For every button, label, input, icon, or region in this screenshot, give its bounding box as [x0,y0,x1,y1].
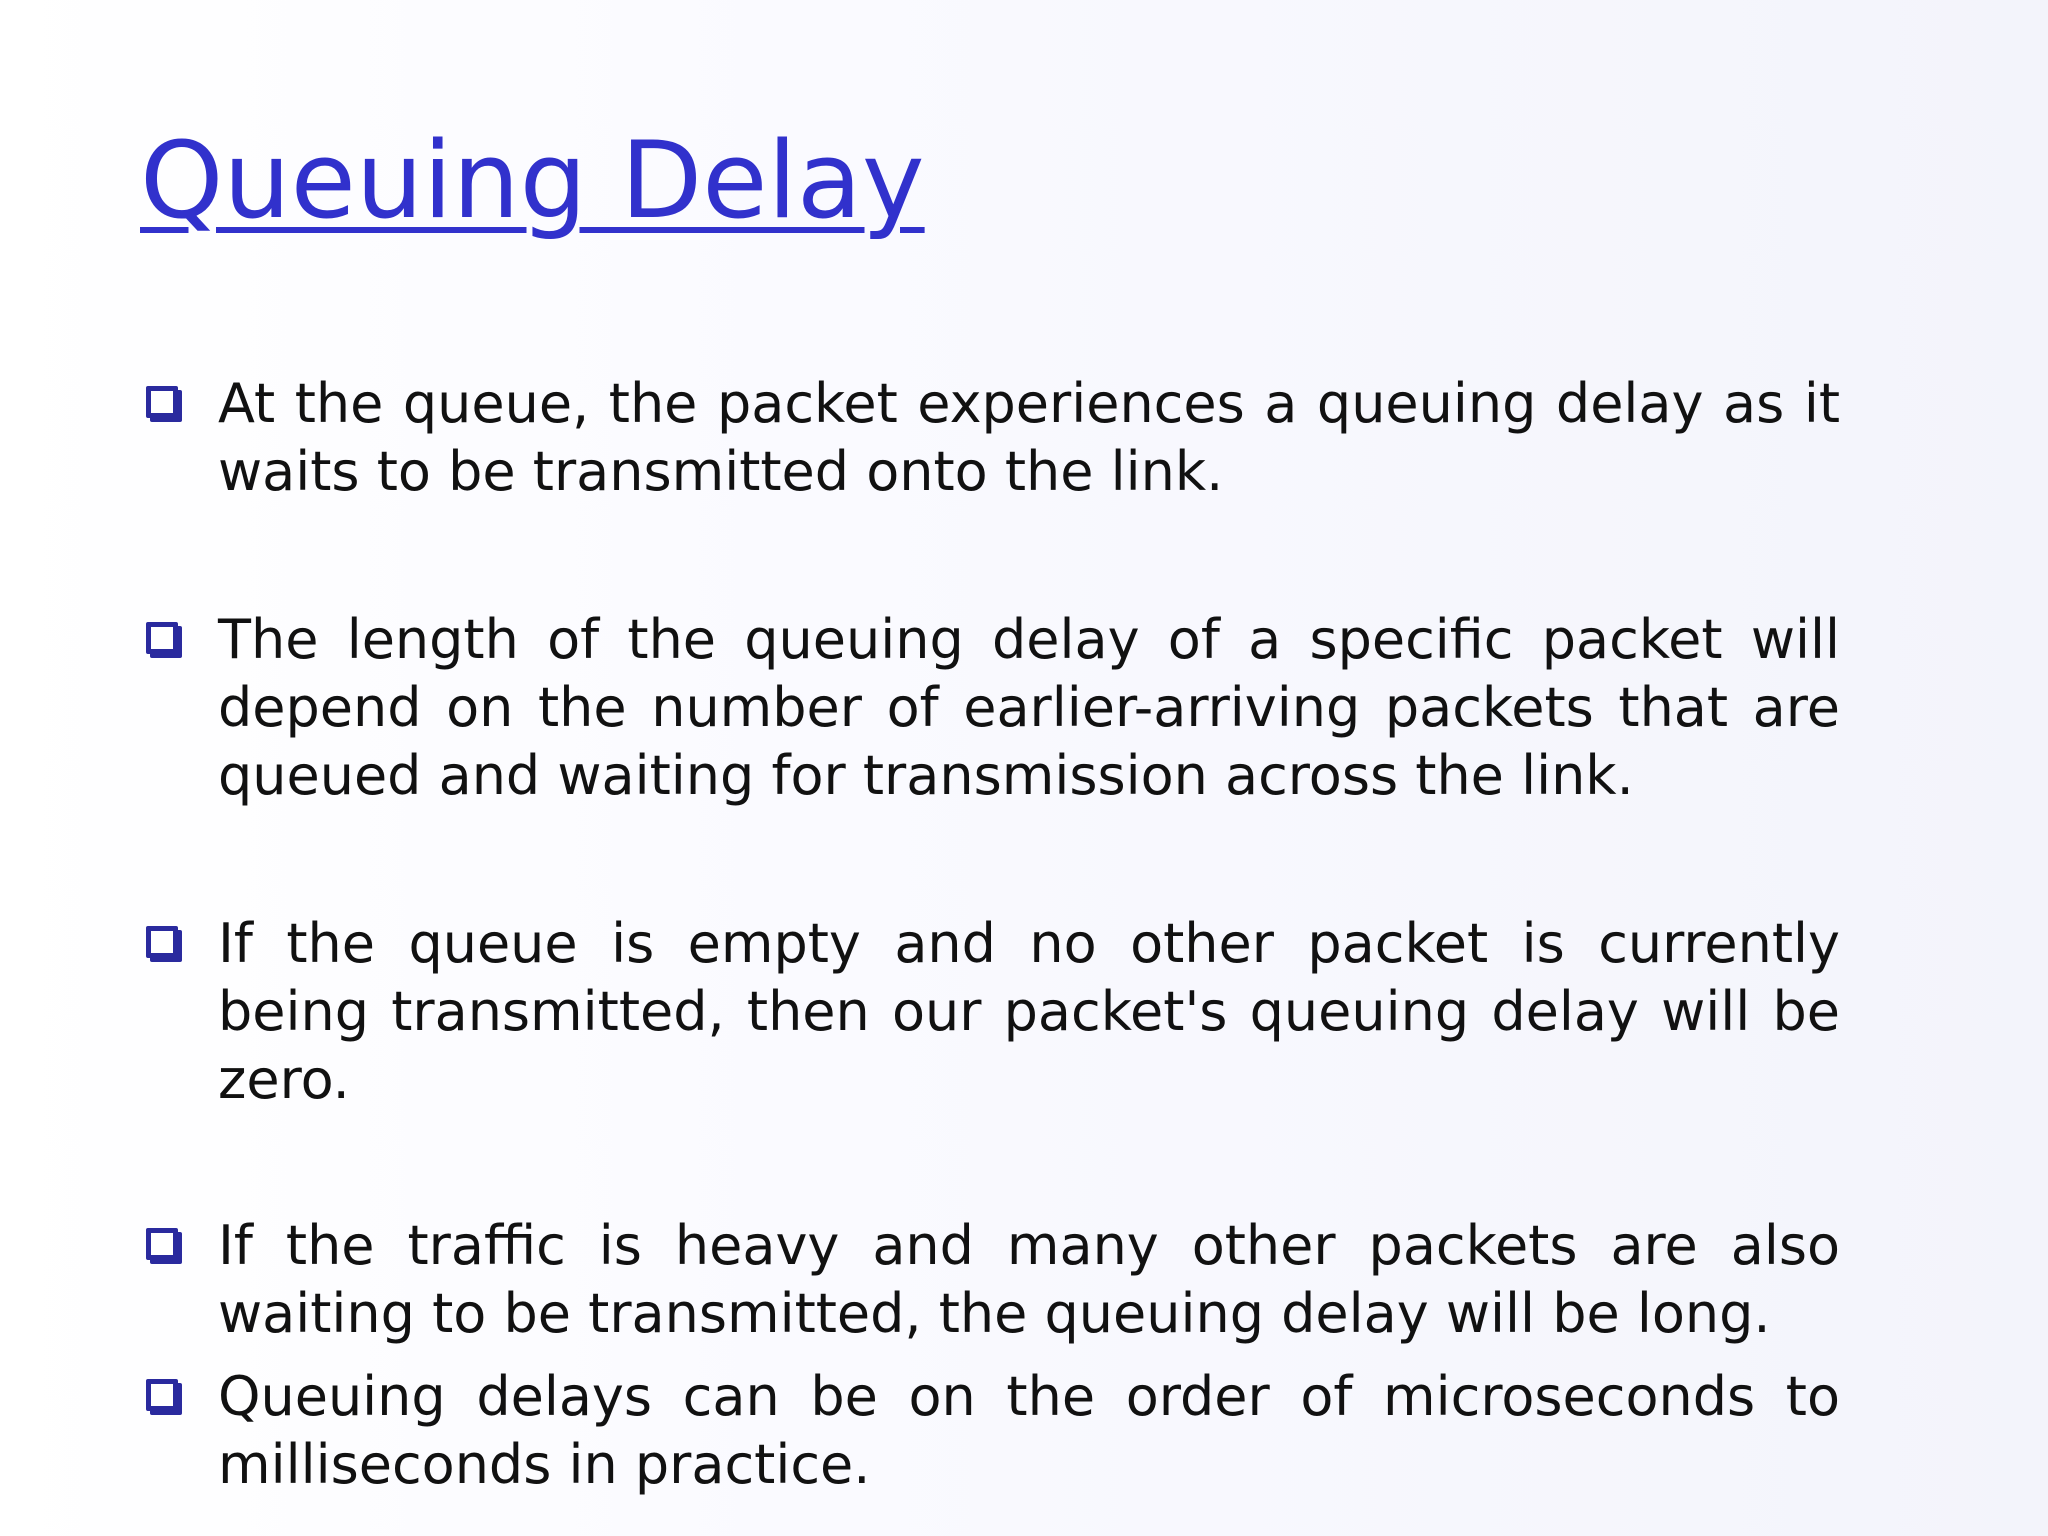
square-bullet-icon [146,622,178,654]
square-bullet-icon [146,1228,178,1260]
bullet-item [140,910,1840,1114]
bullet-text: If the queue is empty and no other packet is currently being transmitted, then our packet's queuing delay will be zero. [218,912,1840,1111]
bullet-item [140,1363,1840,1499]
bullet-text: At the queue, the packet experiences a queuing delay as it waits to be transmitted onto the link. [218,372,1840,503]
slide-title: Queuing Delay [140,119,925,242]
bullet-text: If the traffic is heavy and many other packets are also waiting to be transmitted, the queuing delay will be long. [218,1214,1840,1345]
bullet-text: The length of the queuing delay of a specific packet will depend on the number of earlier-arriving packets that are queued and waiting for transmission across the link. [218,608,1840,807]
bullet-item [140,370,1840,506]
square-bullet-icon [146,386,178,418]
square-bullet-icon [146,926,178,958]
bullet-list [140,370,1840,1499]
bullet-item [140,606,1840,810]
square-bullet-icon [146,1379,178,1411]
bullet-text: Queuing delays can be on the order of microseconds to milliseconds in practice. [218,1365,1840,1496]
bullet-item [140,1212,1840,1348]
